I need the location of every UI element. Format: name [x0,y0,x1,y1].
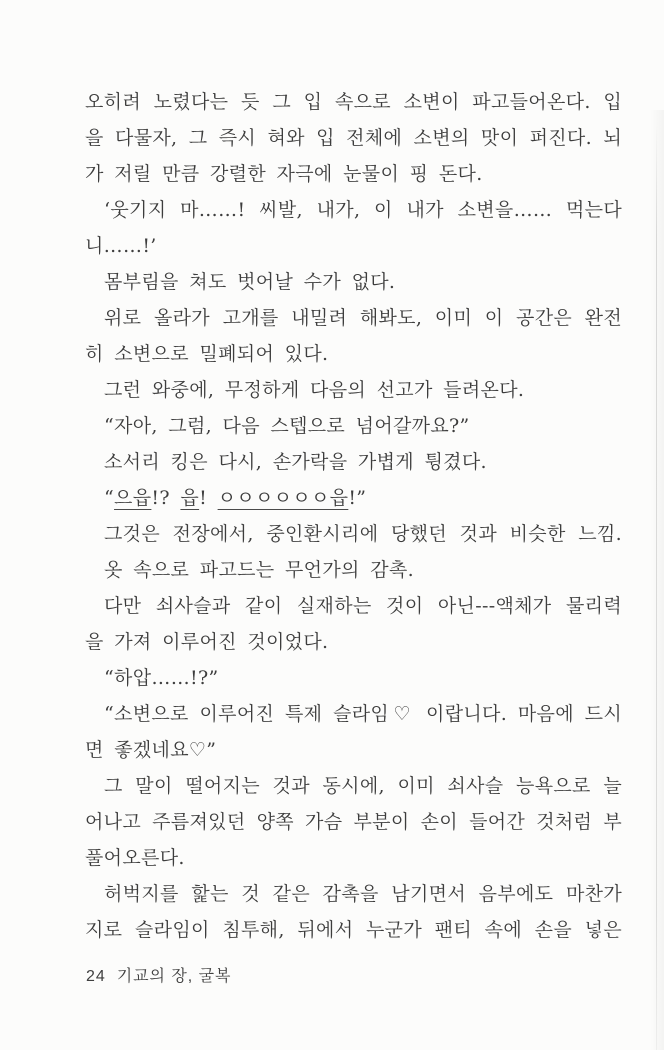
text-line [85,840,622,876]
page-footer [86,966,231,988]
text-run: 히 소변으로 밀폐되어 있다. [85,343,329,365]
text-run: !” [348,487,367,509]
text-line [85,624,622,660]
text-run: 그런 와중에, 무정하게 다음의 선고가 들려온다. [104,379,525,401]
page-edge-shading [650,110,664,1050]
text-line [85,120,622,156]
text-line [85,552,622,588]
text-line [85,768,622,804]
text-run: 그 말이 떨어지는 것과 동시에, 이미 쇠사슬 능욕으로 늘 [104,775,622,797]
text-run: “자아, 그럼, 다음 스텝으로 넘어갈까요?” [104,415,470,437]
underlined-text-run: 으읍 [114,487,152,509]
text-run: 면 좋겠네요♡” [85,739,217,761]
text-run: 풀어오른다. [85,847,185,869]
text-run: 가 저릴 만큼 강렬한 자극에 눈물이 핑 돈다. [85,163,483,185]
underlined-text-run: ㅇㅇㅇㅇㅇㅇ읍 [217,487,349,509]
text-line [85,912,622,948]
text-run: 오히려 노렸다는 듯 그 입 속으로 소변이 파고들어온다. 입 [85,91,622,113]
text-line [85,804,622,840]
text-run: “하압……!?” [104,667,219,689]
text-line [85,192,622,228]
underlined-text-run: 읍 [180,487,200,509]
text-line [85,372,622,408]
text-line [85,444,622,480]
text-run: 옷 속으로 파고드는 무언가의 감촉. [104,559,414,581]
text-run: !? [151,487,181,509]
text-line [85,264,622,300]
text-line [85,732,622,768]
page-edge-line [656,125,657,1050]
text-run: 허벅지를 핥는 것 같은 감촉을 남기면서 음부에도 마찬가 [104,883,622,905]
text-line [85,660,622,696]
text-line [85,228,622,264]
text-run: 다만 쇠사슬과 같이 실재하는 것이 아닌---액체가 물리력 [104,595,622,617]
text-run: 을 다물자, 그 즉시 혀와 입 전체에 소변의 맛이 퍼진다. 뇌 [85,127,622,149]
text-run: ! [199,487,218,509]
text-run: ‘웃기지 마……! 씨발, 내가, 이 내가 소변을…… 먹는다 [104,199,622,221]
text-run: 을 가져 이루어진 것이었다. [85,631,329,653]
text-run: 그것은 전장에서, 중인환시리에 당했던 것과 비슷한 느낌. [104,523,622,545]
page-number: 24 [86,968,106,985]
text-run: 소서리 킹은 다시, 손가락을 가볍게 튕겼다. [104,451,487,473]
text-line [85,156,622,192]
text-run: 위로 올라가 고개를 내밀려 해봐도, 이미 이 공간은 완전 [104,307,622,329]
text-line [85,300,622,336]
text-line [85,588,622,624]
body-text [85,84,622,948]
text-line [85,696,622,732]
text-run: 지로 슬라임이 침투해, 뒤에서 누군가 팬티 속에 손을 넣은 [85,919,622,941]
text-line [85,876,622,912]
text-line [85,408,622,444]
text-run: “ [104,487,115,509]
text-run: 몸부림을 쳐도 벗어날 수가 없다. [104,271,396,293]
text-run: 니……!’ [85,235,157,257]
chapter-title: 기교의 장, 굴복 [116,968,232,985]
text-run: 어나고 주름져있던 양쪽 가슴 부분이 손이 들어간 것처럼 부 [85,811,622,833]
text-line [85,336,622,372]
text-line [85,84,622,120]
text-run: “소변으로 이루어진 특제 슬라임♡ 이랍니다. 마음에 드시 [104,703,622,725]
text-line [85,516,622,552]
text-line [85,480,622,516]
